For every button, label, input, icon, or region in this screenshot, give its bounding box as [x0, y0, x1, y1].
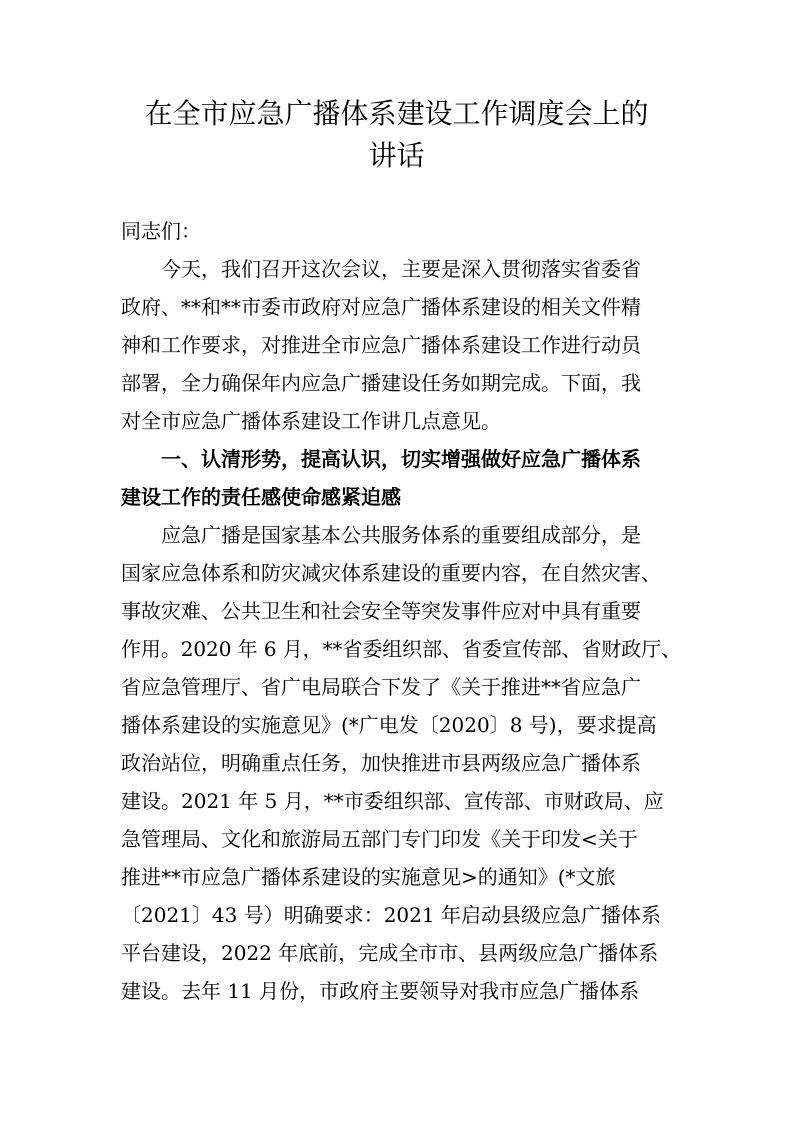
paragraph-line: 神和工作要求，对推进全市应急广播体系建设工作进行动员 [121, 333, 641, 357]
paragraph-line: 建设。去年 11 月份，市政府主要领导对我市应急广播体系 [121, 979, 640, 1003]
paragraph-line: 国家应急体系和防灾减灾体系建设的重要内容，在自然灾害、 [121, 561, 661, 585]
paragraph-line: 部署，全力确保年内应急广播建设任务如期完成。下面，我 [121, 371, 641, 395]
greeting: 同志们： [121, 219, 201, 243]
paragraph-line: 今天，我们召开这次会议，主要是深入贯彻落实省委省 [161, 257, 641, 281]
paragraph-intro [121, 250, 681, 440]
paragraph-line: 建设。2021 年 5 月，**市委组织部、宣传部、市财政局、应 [121, 789, 664, 813]
document-title [100, 93, 693, 177]
title-line: 讲话 [368, 139, 425, 172]
paragraph-line: 省应急管理厅、省广电局联合下发了《关于推进**省应急广 [121, 675, 641, 699]
paragraph-line: 急管理局、文化和旅游局五部门专门印发《关于印发<关于 [121, 827, 638, 851]
paragraph-line: 平台建设，2022 年底前，完成全市市、县两级应急广播体系 [121, 941, 659, 965]
paragraph-line: 作用。2020 年 6 月，**省委组织部、省委宣传部、省财政厅、 [121, 637, 682, 661]
paragraph-line: 政治站位，明确重点任务，加快推进市县两级应急广播体系 [121, 751, 641, 775]
section-heading-1 [121, 440, 681, 516]
document-body [121, 212, 681, 1010]
paragraph-line: 事故灾难、公共卫生和社会安全等突发事件应对中具有重要 [121, 599, 641, 623]
heading-line: 一、认清形势，提高认识，切实增强做好应急广播体系 [161, 447, 641, 471]
paragraph-line: 推进**市应急广播体系建设的实施意见>的通知》(*文旅 [121, 865, 616, 889]
paragraph-line: 政府、**和**市委市政府对应急广播体系建设的相关文件精 [121, 295, 641, 319]
heading-line: 建设工作的责任感使命感紧迫感 [121, 485, 401, 509]
paragraph-line: 〔2021〕43 号）明确要求：2021 年启动县级应急广播体系 [121, 903, 661, 927]
paragraph-line: 对全市应急广播体系建设工作讲几点意见。 [121, 409, 501, 433]
paragraph-line: 应急广播是国家基本公共服务体系的重要组成部分，是 [161, 523, 641, 547]
paragraph-line: 播体系建设的实施意见》(*广电发〔2020〕8 号)，要求提高 [121, 713, 657, 737]
title-line: 在全市应急广播体系建设工作调度会上的 [144, 97, 649, 130]
paragraph-section-1 [121, 516, 681, 1010]
